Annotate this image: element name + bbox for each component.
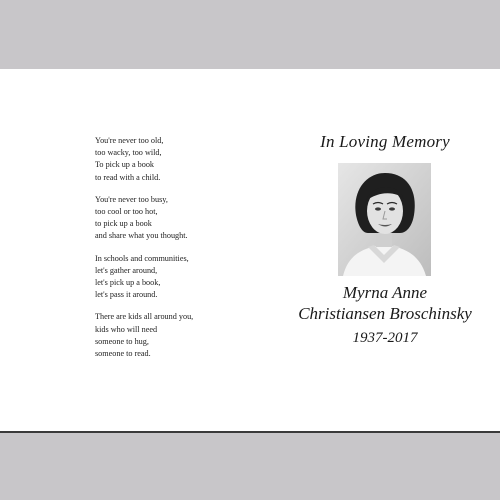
poem-line: too wacky, too wild, xyxy=(95,148,162,158)
deceased-name xyxy=(290,282,480,324)
poem-line: let's pass it around. xyxy=(95,290,158,300)
portrait-photo xyxy=(338,163,431,276)
poem-stanza xyxy=(95,311,265,360)
poem-line: and share what you thought. xyxy=(95,231,188,241)
poem-line: too cool or too hot, xyxy=(95,207,158,217)
poem xyxy=(95,135,265,370)
poem-line: someone to read. xyxy=(95,349,151,359)
poem-line: kids who will need xyxy=(95,324,158,334)
poem-line: someone to hug, xyxy=(95,336,149,346)
poem-line: to read with a child. xyxy=(95,172,161,182)
poem-line: You're never too old, xyxy=(95,136,164,145)
poem-line: let's pick up a book, xyxy=(95,278,161,288)
poem-line: In schools and communities, xyxy=(95,253,189,263)
poem-stanza xyxy=(95,253,265,302)
poem-line: To pick up a book xyxy=(95,160,155,170)
poem-line: You're never too busy, xyxy=(95,194,168,204)
memorial-card xyxy=(0,69,500,433)
poem-stanza xyxy=(95,135,265,184)
life-years: 1937-2017 xyxy=(352,330,418,346)
name-second-line: Christiansen Broschinsky xyxy=(298,304,472,323)
poem-line: There are kids all around you, xyxy=(95,312,194,322)
poem-line: let's gather around, xyxy=(95,265,158,275)
name-first-line: Myrna Anne xyxy=(342,283,428,302)
poem-line: to pick up a book xyxy=(95,219,152,229)
poem-stanza xyxy=(95,194,265,243)
memorial-heading: In Loving Memory xyxy=(320,132,450,151)
